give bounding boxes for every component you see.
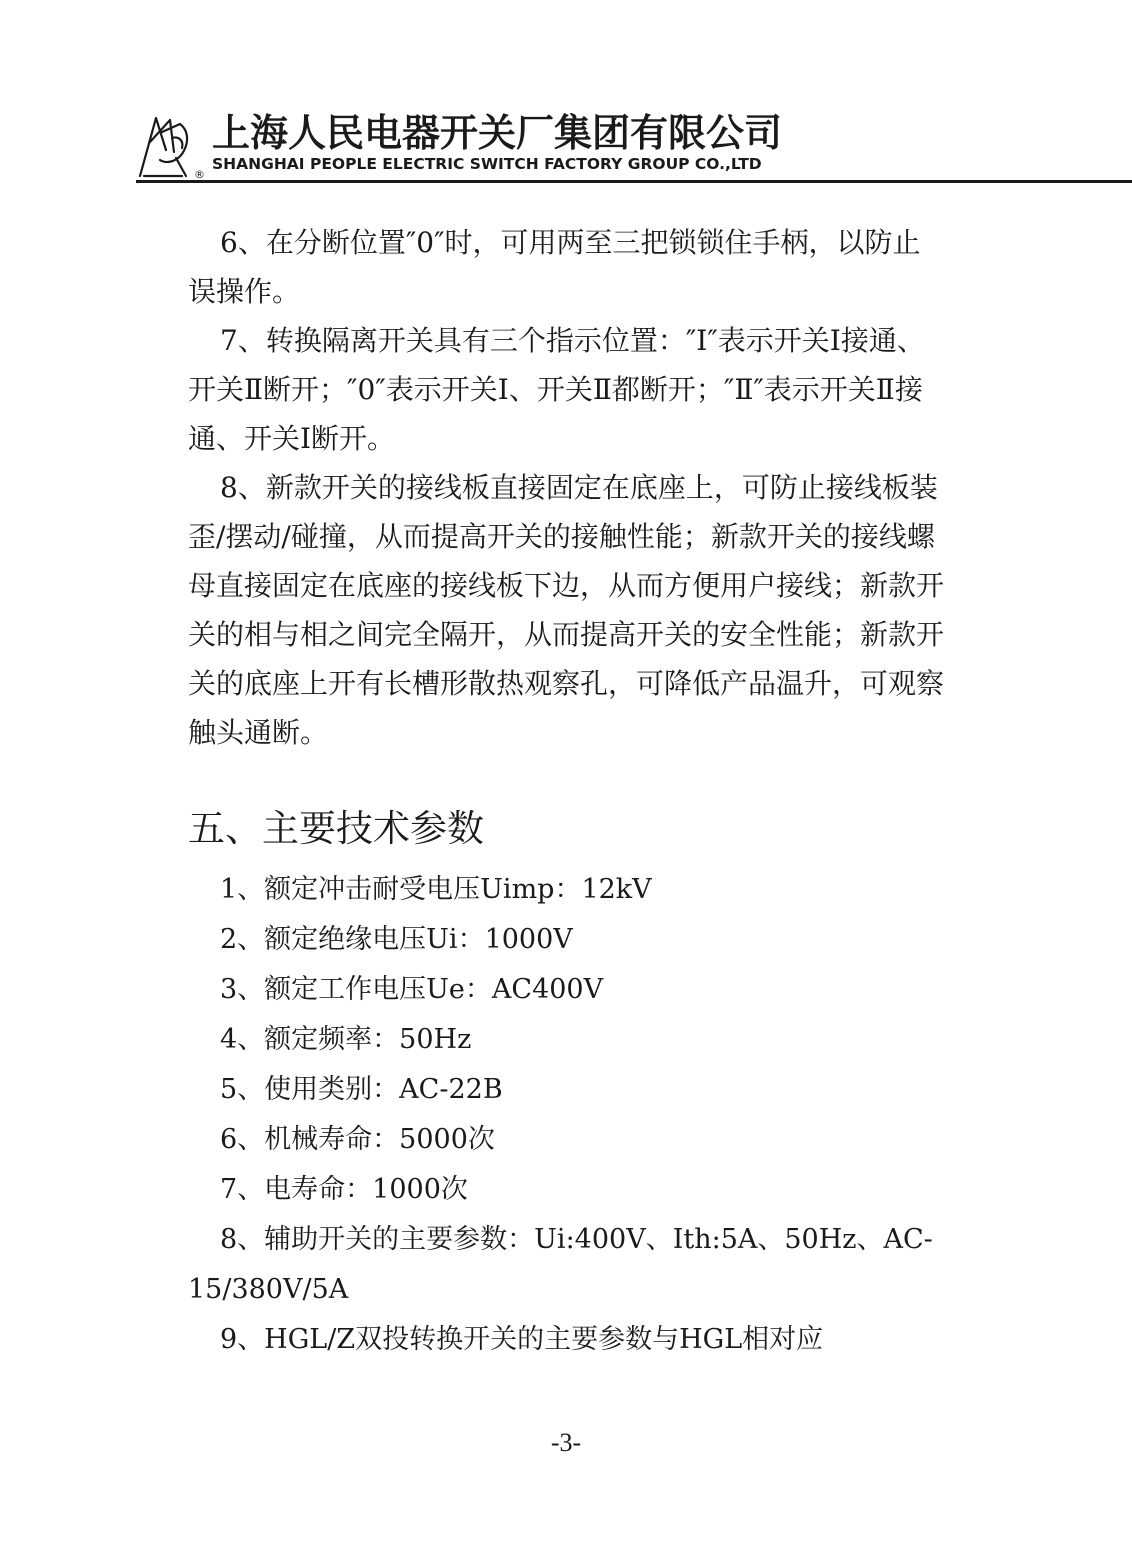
spec-item: 5、使用类别：AC-22B: [220, 1074, 503, 1105]
spec-item: 1、额定冲击耐受电压Uimp：12kV: [220, 874, 652, 905]
section-title: 五、主要技术参数: [188, 807, 484, 850]
company-logo-icon: [136, 112, 208, 180]
spec-item: 3、额定工作电压Ue：AC400V: [220, 974, 604, 1005]
registered-mark: ®: [194, 168, 205, 180]
spec-item: 4、额定频率：50Hz: [220, 1024, 472, 1055]
page-content: [188, 218, 948, 1365]
spec-item: 2、额定绝缘电压Ui：1000V: [220, 924, 573, 955]
paragraph-item-7: 7、转换隔离开关具有三个指示位置：″Ⅰ″表示开关Ⅰ接通、开关Ⅱ断开；″0″表示开关Ⅰ、开关Ⅱ都断开；″Ⅱ″表示开关Ⅱ接通、开关Ⅰ断开。: [188, 324, 925, 455]
spec-item: 9、HGL/Z双投转换开关的主要参数与HGL相对应: [220, 1324, 824, 1355]
company-name-english: SHANGHAI PEOPLE ELECTRIC SWITCH FACTORY GROUP CO.,LTD: [212, 155, 762, 173]
company-name-chinese: 上海人民电器开关厂集团有限公司: [212, 111, 783, 155]
paragraph-item-8: 8、新款开关的接线板直接固定在底座上，可防止接线板装歪/摆动/碰撞，从而提高开关的接触性能；新款开关的接线螺母直接固定在底座的接线板下边，从而方便用户接线；新款开关的相与相之间完全隔开，从而提高开关的安全性能；新款开关的底座上开有长槽形散热观察孔，可降低产品温升，可观察触头通断。: [188, 471, 945, 749]
page-header: [136, 108, 1132, 184]
header-divider: [136, 180, 1132, 183]
spec-item: 7、电寿命：1000次: [220, 1174, 468, 1205]
page-number: -3-: [550, 1428, 582, 1457]
spec-item: 8、辅助开关的主要参数：Ui:400V、Ith:5A、50Hz、AC-15/380V/5A: [188, 1224, 933, 1305]
paragraph-item-6: 6、在分断位置″0″时，可用两至三把锁锁住手柄，以防止误操作。: [188, 226, 921, 308]
spec-item: 6、机械寿命：5000次: [220, 1124, 495, 1155]
